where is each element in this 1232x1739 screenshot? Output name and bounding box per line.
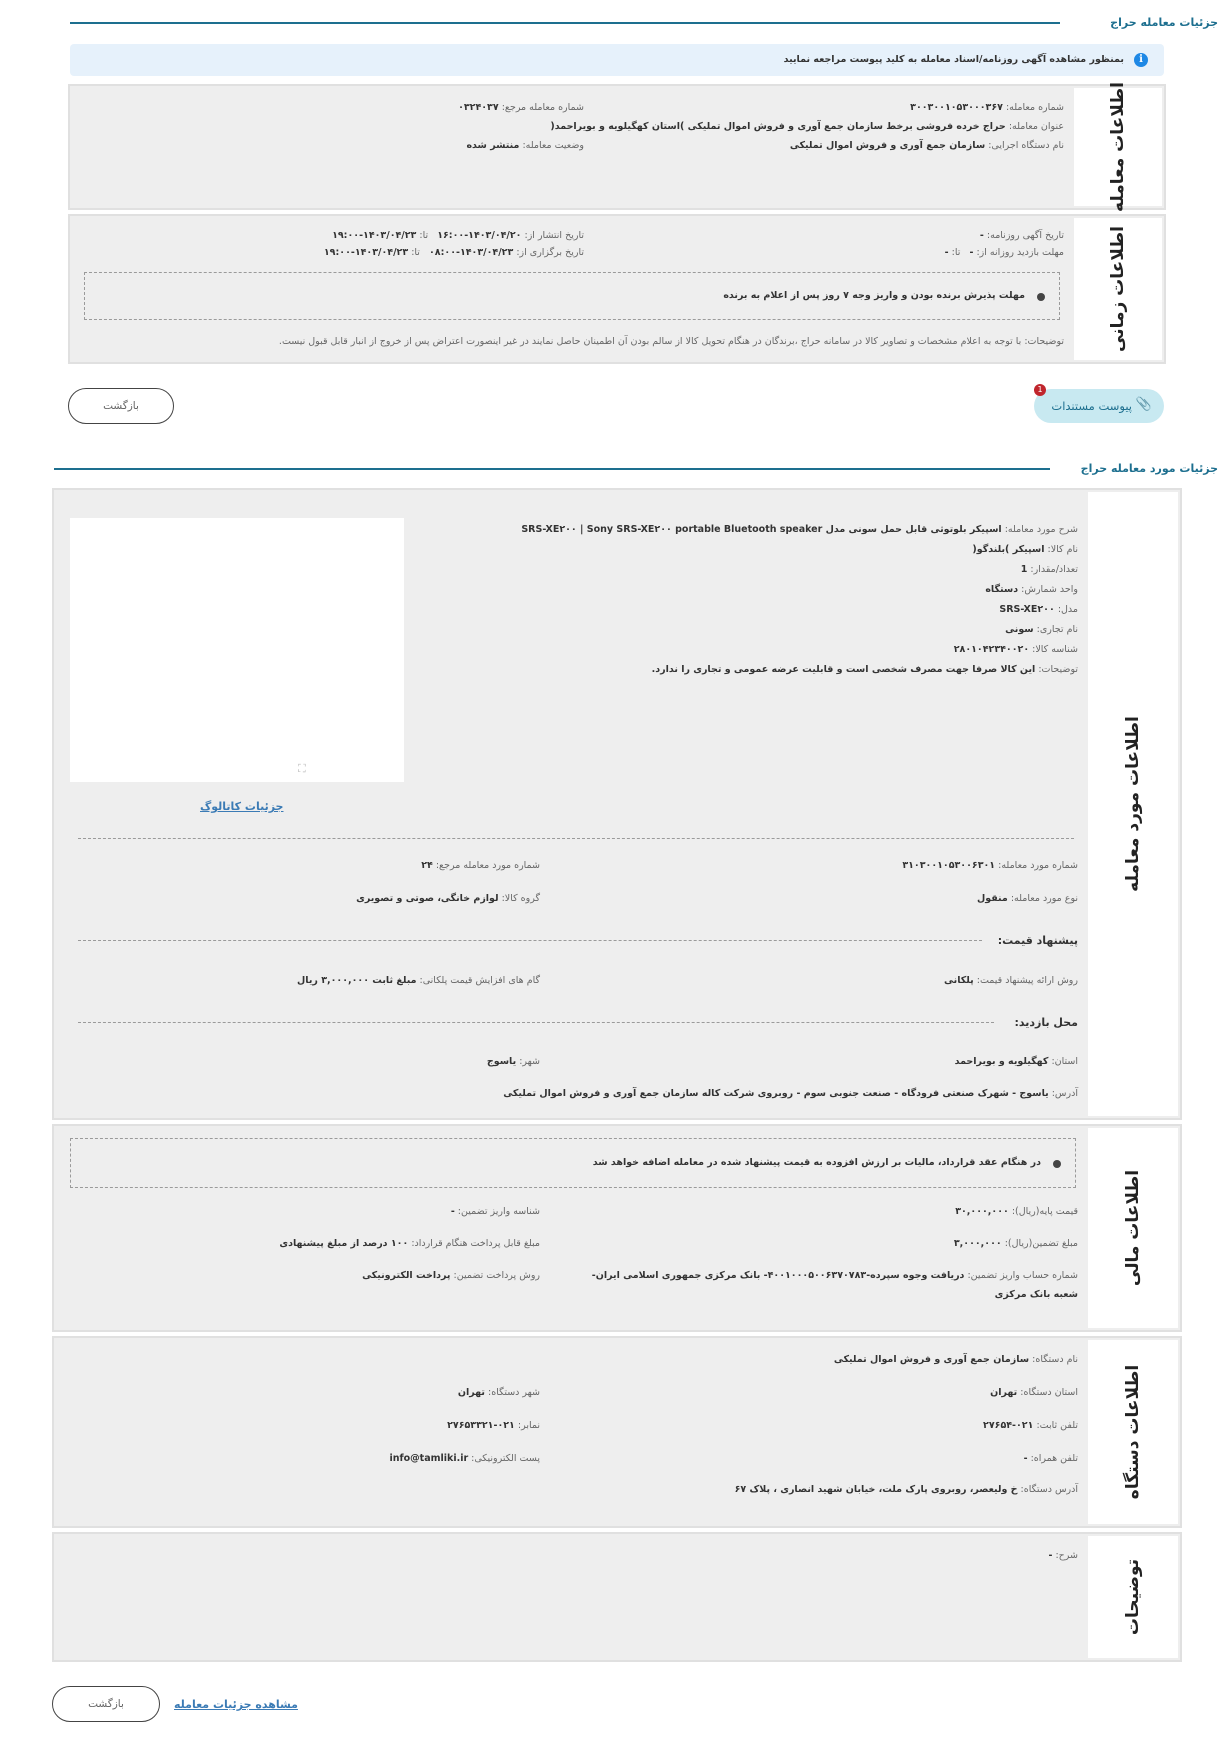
dashed-divider	[78, 838, 1074, 839]
deal-info-title: اطلاعات معامله	[1108, 81, 1128, 213]
base-price: قیمت پایه(ریال): ۳۰,۰۰۰,۰۰۰	[955, 1206, 1078, 1217]
remarks-panel	[52, 1532, 1182, 1662]
item-type: نوع مورد معامله: منقول	[977, 893, 1078, 904]
hold-date: تاریخ برگزاری از: ۱۴۰۳/۰۴/۲۳-۰۸:۰۰ تا: ۱۴۰۳/۰۴/۲۳-۱۹:۰۰	[323, 247, 584, 258]
deposit-account: شماره حساب واریز تضمین: دریافت وجوه سپرده-۴۰۰۱۰۰۰۵۰۰۶۳۷۰۷۸۳- بانک مرکزی جمهوری اسلامی ایران-	[591, 1270, 1078, 1281]
finance-side	[1088, 1128, 1178, 1328]
product-image[interactable]	[70, 518, 404, 782]
device-phone: تلفن ثابت: ۰۲۱-۲۷۶۵۴	[983, 1420, 1078, 1431]
deposit-id: شناسه واریز تضمین: -	[450, 1206, 540, 1217]
price-heading: پیشنهاد قیمت:	[997, 934, 1078, 947]
time-info-panel	[68, 214, 1166, 364]
item-ref-number: شماره مورد معامله مرجع: ۲۴	[421, 860, 540, 871]
device-panel	[52, 1336, 1182, 1528]
winner-note: مهلت پذیرش برنده بودن و واریز وجه ۷ روز پس از اعلام به برنده	[723, 290, 1025, 301]
catalog-details-link[interactable]: جزئیات کاتالوگ	[200, 800, 284, 813]
guarantee-amount: مبلغ تضمین(ریال): ۳,۰۰۰,۰۰۰	[953, 1238, 1078, 1249]
goods-name: نام کالا: اسپیکر )بلندگو(	[972, 544, 1078, 555]
notice-bar	[70, 44, 1164, 76]
visit-city: شهر: یاسوج	[486, 1056, 540, 1067]
payment-method: روش پرداخت تضمین: پرداخت الکترونیکی	[362, 1270, 540, 1281]
bullet-icon	[1037, 293, 1045, 301]
notice-text: بمنظور مشاهده آگهی روزنامه/اسناد معامله به کلید پیوست مراجعه نمایید	[783, 54, 1124, 65]
device-address: آدرس دستگاه: خ ولیعصر، روبروی پارک ملت، خیابان شهید انصاری ، پلاک ۶۷	[734, 1484, 1078, 1495]
item-notes: توضیحات: این کالا صرفا جهت مصرف شخصی است و قابلیت عرضه عمومی و تجاری را ندارد.	[651, 664, 1078, 675]
device-side	[1088, 1340, 1178, 1524]
bid-step: گام های افزایش قیمت پلکانی: مبلغ ثابت ۳,۰۰۰,۰۰۰ ریال	[297, 975, 540, 986]
device-name: نام دستگاه: سازمان جمع آوری و فروش اموال تملیکی	[833, 1354, 1078, 1365]
section-divider	[54, 468, 1050, 470]
info-icon: i	[1134, 53, 1148, 67]
remarks-title: توضیحات	[1123, 1558, 1143, 1636]
item-info-side	[1088, 492, 1178, 1116]
finance-title: اطلاعات مالی	[1123, 1169, 1143, 1287]
item-desc: شرح مورد معامله: اسپیکر بلوتوثی قابل حمل سونی مدل SRS-XE۲۰۰ | Sony SRS-XE۲۰۰ portable Bluetooth speaker	[521, 524, 1078, 535]
time-description: توضیحات: با توجه به اعلام مشخصات و تصاویر کالا در سامانه حراج ،برندگان در هنگام تحویل کالا از سالم بودن آن اطمینان حاصل نمایند در غیر اینصورت اعتراض پس از خروج از انبار قابل قبول نیست.	[278, 336, 1064, 347]
device-province: استان دستگاه: تهران	[990, 1387, 1078, 1398]
brand: نام تجاری: سونی	[1005, 624, 1078, 635]
bid-method: روش ارائه پیشنهاد قیمت: پلکانی	[944, 975, 1078, 986]
attach-count-badge: 1	[1034, 384, 1046, 396]
item-info-title: اطلاعات مورد معامله	[1123, 716, 1143, 892]
deal-status: وضعیت معامله: منتشر شده	[466, 140, 584, 151]
payable-amount: مبلغ قابل پرداخت هنگام قرارداد: ۱۰۰ درصد از مبلغ پیشنهادی	[279, 1238, 540, 1249]
time-info-title: اطلاعات زمانی	[1108, 225, 1128, 353]
model: مدل: SRS-XE۲۰۰	[999, 604, 1078, 615]
goods-id: شناسه کالا: ۲۸۰۱۰۴۲۳۴۰۰۲۰	[953, 644, 1078, 655]
device-city: شهر دستگاه: تهران	[457, 1387, 540, 1398]
visit-deadline: مهلت بازدید روزانه از: - تا: -	[944, 247, 1064, 258]
deal-info-panel	[68, 81, 1166, 213]
bullet-icon	[1053, 1160, 1061, 1168]
expand-icon[interactable]: ⛶	[298, 762, 306, 775]
visit-address: آدرس: یاسوج - شهرک صنعتی فرودگاه - صنعت جنوبی سوم - روبروی شرکت کاله سازمان جمع آوری و فروش اموال تملیکی	[503, 1088, 1078, 1099]
paperclip-icon: 📎	[1135, 397, 1152, 412]
item-section-title: جزئیات مورد معامله حراج	[1080, 462, 1218, 475]
device-email: پست الکترونیکی: info@tamliki.ir	[389, 1453, 540, 1464]
device-mobile: تلفن همراه: -	[1023, 1453, 1078, 1464]
deposit-account-branch: شعبه بانک مرکزی	[994, 1289, 1078, 1300]
deal-number: شماره معامله: ۳۰۰۳۰۰۱۰۵۳۰۰۰۳۶۷	[910, 102, 1064, 113]
device-title: اطلاعات دستگاه	[1123, 1364, 1143, 1500]
auction-section-title: جزئیات معامله حراج	[1110, 16, 1218, 29]
attach-label: پیوست مستندات	[1051, 399, 1132, 413]
section-divider	[70, 22, 1060, 24]
finance-panel	[52, 1124, 1182, 1332]
back-button-bottom[interactable]: بازگشت	[52, 1686, 160, 1722]
remarks-side	[1088, 1536, 1178, 1658]
winner-note-box	[84, 272, 1060, 320]
attach-documents-button[interactable]	[1034, 389, 1164, 423]
dashed-divider	[78, 940, 982, 941]
device-fax: نمابر: ۰۲۱-۲۷۶۵۳۳۲۱	[447, 1420, 540, 1431]
visit-heading: محل بازدید:	[1014, 1016, 1078, 1029]
visit-province: استان: کهگیلویه و بویراحمد	[954, 1056, 1078, 1067]
back-button-top[interactable]: بازگشت	[68, 388, 174, 424]
deal-ref-number: شماره معامله مرجع: ۰۳۲۴۰۳۷	[458, 102, 584, 113]
view-deal-details-link[interactable]: مشاهده جزئیات معامله	[174, 1698, 298, 1711]
time-info-side	[1074, 218, 1162, 360]
item-info-panel	[52, 488, 1182, 1120]
goods-group: گروه کالا: لوازم خانگی، صوتی و تصویری	[356, 893, 540, 904]
remarks-desc: شرح: -	[1048, 1550, 1078, 1561]
quantity: تعداد/مقدار: 1	[1020, 564, 1078, 575]
vat-note-box	[70, 1138, 1076, 1188]
deal-org: نام دستگاه اجرایی: سازمان جمع آوری و فروش اموال تملیکی	[789, 140, 1064, 151]
dashed-divider	[78, 1022, 994, 1023]
item-number: شماره مورد معامله: ۳۱۰۳۰۰۱۰۵۳۰۰۶۳۰۱	[902, 860, 1078, 871]
newspaper-date: تاریخ آگهی روزنامه: -	[979, 230, 1064, 241]
count-unit: واحد شمارش: دستگاه	[985, 584, 1078, 595]
deal-subject: عنوان معامله: حراج خرده فروشی برخط سازمان جمع آوری و فروش اموال تملیکی )استان کهگیلویه و بویراحمد(	[550, 121, 1064, 132]
vat-note: در هنگام عقد قرارداد، مالیات بر ارزش افزوده به قیمت پیشنهاد شده در معامله اضافه خواهد شد	[592, 1157, 1041, 1168]
publish-date: تاریخ انتشار از: ۱۴۰۳/۰۴/۲۰-۱۶:۰۰ تا: ۱۴۰۳/۰۴/۲۳-۱۹:۰۰	[332, 230, 584, 241]
deal-info-side	[1074, 81, 1162, 213]
